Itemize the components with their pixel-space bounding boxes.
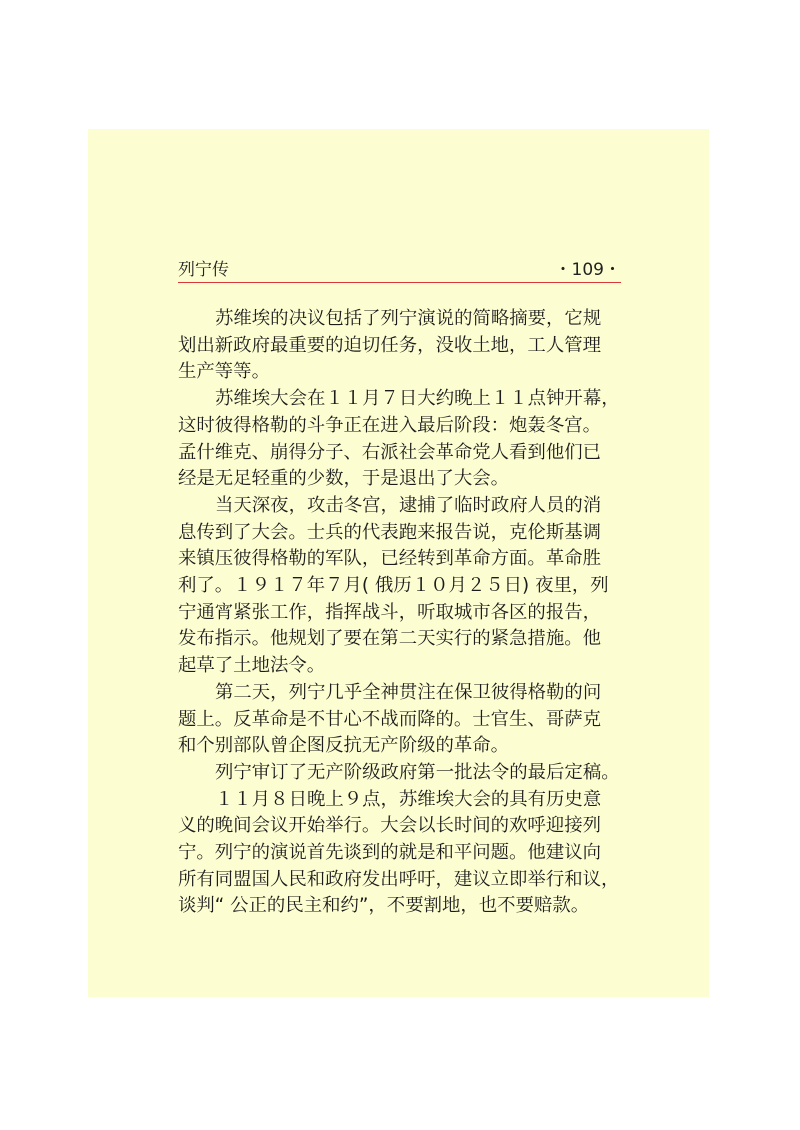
header-rule: [178, 282, 621, 283]
body-text: [178, 306, 626, 920]
paragraph: 苏维埃大会在１１月７日大约晚上１１点钟开幕， 这时彼得格勒的斗争正在进入最后阶段：炮轰冬宫。 孟什维克、崩得分子、右派社会革命党人看到他们已 经是无足轻重的少数，于是退出了大会。: [178, 388, 620, 490]
running-header-title: 列宁传: [178, 260, 229, 280]
page-number: ・109・: [554, 260, 621, 280]
paragraph: 列宁审订了无产阶级政府第一批法令的最后定稿。: [215, 761, 620, 783]
paragraph: 第二天，列宁几乎全神贯注在保卫彼得格勒的问 题上。反革命是不甘心不战而降的。士官生、哥萨克 和个别部队曾企图反抗无产阶级的革命。: [178, 681, 602, 757]
paragraph: 苏维埃的决议包括了列宁演说的简略摘要，它规 划出新政府最重要的迫切任务，没收土地，工人管理 生产等等。: [178, 308, 602, 383]
paragraph: １１月８日晚上９点，苏维埃大会的具有历史意 义的晚间会议开始举行。大会以长时间的欢呼迎接列 宁。列宁的演说首先谈到的就是和平问题。他建议向 所有同盟国人民和政府发出呼吁，建议立即举行和议， 谈判“ 公正的民主和约”，不要割地，也不要赔款。: [178, 788, 620, 917]
paragraph: 当天深夜，攻击冬宫，逮捕了临时政府人员的消 息传到了大会。士兵的代表跑来报告说，克伦斯基调 来镇压彼得格勒的军队，已经转到革命方面。革命胜 利了。１９１７年７月( 俄历１０月２５日) 夜里，列 宁通宵紧张工作，指挥战斗，听取城市各区的报告， 发布指示。他规划了要在第二天实行的紧急措施。他 起草了土地法令。: [178, 494, 609, 677]
running-header: [178, 258, 621, 282]
